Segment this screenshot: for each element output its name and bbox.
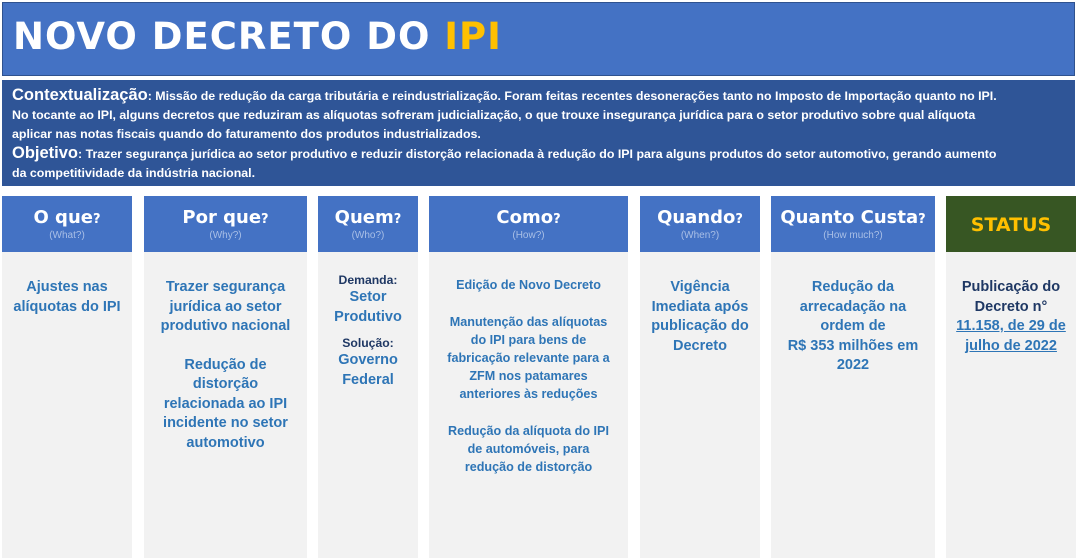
column-cost [771,196,935,558]
column-what [2,196,132,558]
column-how-subtitle: (How?) [512,230,545,241]
how-line-4: fabricação relevante para a [447,351,610,365]
context-text-1: : Missão de redução da carga tributária e reindustrialização. Foram feitas recentes desonerações tanto no Imposto de Importação quanto no IPI. [147,89,997,103]
objective-label: Objetivo [12,144,79,162]
why-line-5: relacionada ao IPI [163,395,288,412]
column-why-header [144,196,307,252]
column-why [144,196,307,558]
column-cost-subtitle: (How much?) [823,230,883,241]
column-why-body [144,278,307,453]
column-status-header [946,196,1076,252]
title-accent: IPI [444,15,502,58]
solution-line-2: Federal [342,371,394,388]
when-line-4: Decreto [673,337,727,354]
why-line-6: incidente no setor [163,415,288,431]
column-cost-body [771,278,935,376]
status-line-1: Publicação do [961,279,1061,295]
how-line-5: ZFM nos patamares [469,369,588,383]
demand-line-2: Produtivo [334,308,402,325]
demand-line-1: Setor [349,289,387,305]
page-title [13,15,502,58]
solution-label: Solução: [342,336,394,350]
how-line-6: anteriores às reduções [459,387,598,401]
when-line-1: Vigência [670,279,730,295]
objective-text-2: da competitividade da indústria nacional. [12,166,256,180]
column-who-header [318,196,418,252]
cost-line-2: arrecadação na [799,298,907,315]
column-who-body [318,272,418,390]
when-line-3: publicação do [651,318,749,334]
column-when [640,196,760,558]
column-when-title: Quando? [657,207,743,228]
context-box [2,80,1075,186]
column-when-subtitle: (When?) [680,230,720,241]
context-line-1 [12,86,1065,106]
column-what-header [2,196,132,252]
column-who [318,196,418,558]
how-line-1: Edição de Novo Decreto [456,278,601,292]
objective-line-1 [12,144,1065,164]
column-how-title: Como? [496,207,561,228]
why-line-1: Trazer segurança [165,279,286,295]
how-line-8: de automóveis, para [467,442,590,456]
why-line-4: Redução de distorção [184,356,267,392]
column-cost-header [771,196,935,252]
decree-link-line-2[interactable]: julho de 2022 [965,337,1057,354]
cost-line-3: ordem de [820,318,886,334]
how-line-7: Redução da alíquota do IPI [448,424,609,438]
column-status [946,196,1076,558]
context-label: Contextualização [12,86,148,104]
context-text-3: aplicar nas notas fiscais quando do faturamento dos produtos industrializados. [12,127,481,141]
column-who-subtitle: (Who?) [351,230,385,241]
column-when-body [640,278,760,356]
why-line-3: produtivo nacional [160,318,291,334]
when-line-2: Imediata após [651,298,749,315]
how-line-3: do IPI para bens de [470,333,587,347]
column-how-body [429,276,628,476]
why-line-2: jurídica ao setor [169,298,282,315]
cost-line-1: Redução da [811,279,895,295]
context-text-2: No tocante ao IPI, alguns decretos que reduziram as alíquotas sofreram judicialização, o que trouxe insegurança jurídica para o setor produtivo sobre qual alíquota [12,108,976,122]
column-cost-title: Quanto Custa? [780,207,926,228]
column-why-title: Por que? [182,207,269,228]
title-main: NOVO DECRETO DO [13,15,445,58]
column-what-subtitle: (What?) [49,230,85,241]
column-status-body [946,278,1076,356]
what-line-2: alíquotas do IPI [13,298,121,315]
column-why-subtitle: (Why?) [209,230,242,241]
column-status-title: STATUS [970,214,1052,236]
how-line-2: Manutenção das alíquotas [449,315,608,329]
demand-label: Demanda: [338,273,398,287]
column-how-header [429,196,628,252]
why-line-7: automotivo [186,434,265,451]
column-what-body [2,278,132,317]
what-line-1: Ajustes nas [26,279,108,295]
decree-link-line-1[interactable]: 11.158, de 29 de [956,318,1066,334]
title-bar [2,2,1075,76]
column-how [429,196,628,558]
column-who-title: Quem? [334,207,402,228]
how-line-9: redução de distorção [464,460,593,474]
status-line-2: Decreto n° [974,298,1048,315]
objective-text-1: : Trazer segurança jurídica ao setor produtivo e reduzir distorção relacionada à redução do IPI para alguns produtos do setor automotivo, gerando aumento [78,147,997,161]
cost-line-4: R$ 353 milhões em [787,337,919,354]
column-what-title: O que? [33,207,101,228]
column-when-header [640,196,760,252]
cost-line-5: 2022 [836,357,870,373]
solution-line-1: Governo [338,352,398,368]
